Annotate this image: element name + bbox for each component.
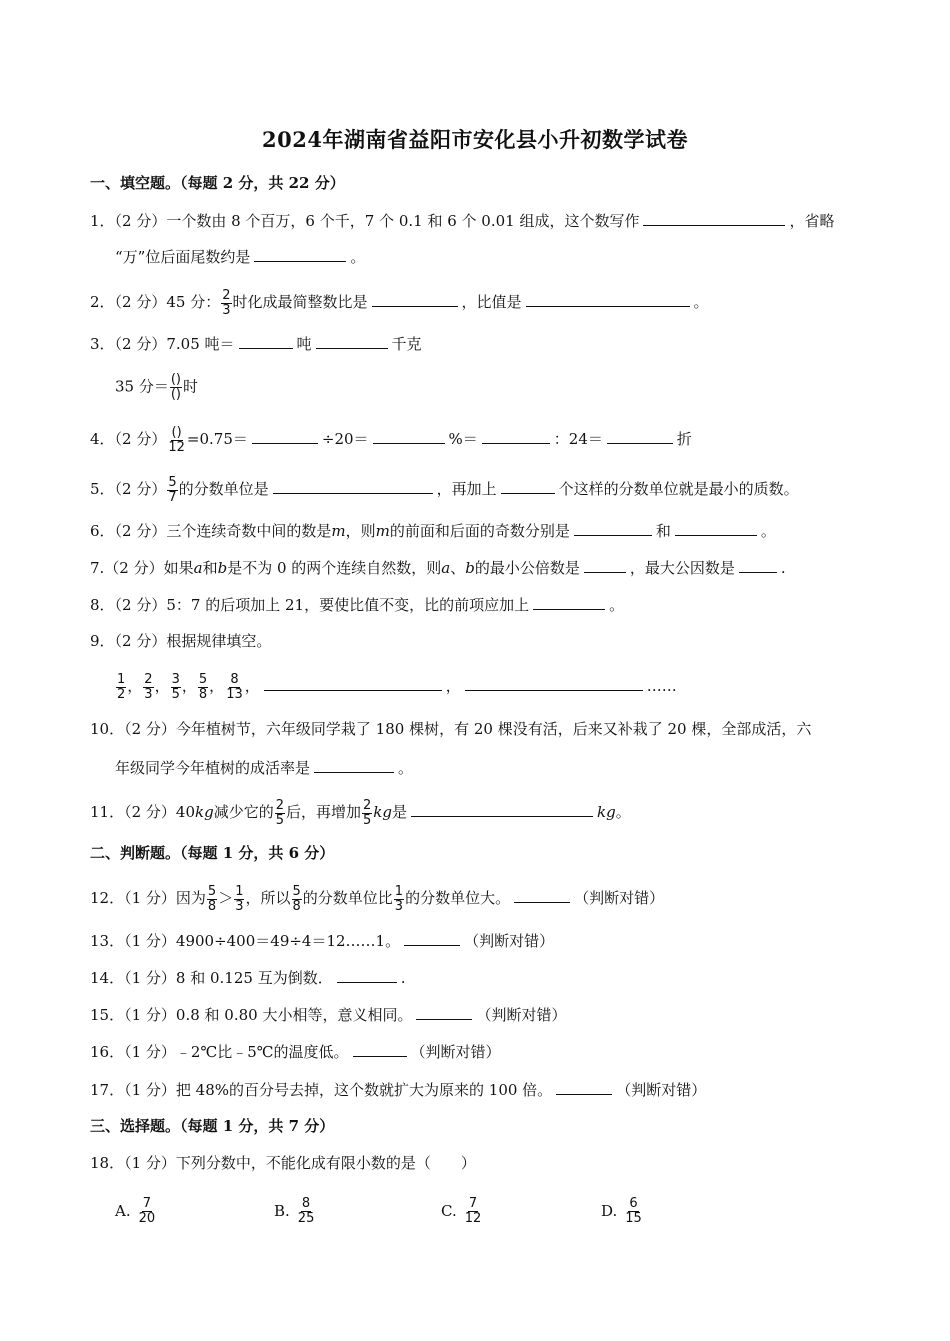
answer-blank[interactable]	[314, 754, 394, 773]
question-7: 7.（2 分）如果a和b是不为 0 的两个连续自然数，则a、b的最小公倍数是 ，最大公因数是 .	[90, 554, 890, 580]
section-heading-judge: 二、判断题。（每题 1 分，共 6 分）	[90, 844, 335, 862]
answer-blank[interactable]	[252, 425, 318, 444]
question-5: 5．（2 分） $\frac{5}{7}$ 的分数单位是 ，再加上 个这样的分数单位就是最小的质数。	[90, 474, 799, 505]
answer-blank[interactable]	[556, 1076, 612, 1095]
fraction: $\frac{5}{8}$	[198, 671, 208, 702]
fraction: $\frac{2}{3}$	[144, 671, 153, 702]
question-16: 16．（1 分）﹣2℃比﹣5℃的温度低。 （判断对错）	[90, 1038, 890, 1064]
question-14: 14．（1 分）8 和 0.125 互为倒数． .	[90, 964, 890, 990]
question-9-sequence: $\frac{1}{2}$ ， $\frac{2}{3}$ ， $\frac{3}{5}$ ， $\frac{5}{8}$ ， $\frac{8}{13}$ ， ， ……	[117, 671, 677, 702]
question-6: 6．（2 分）三个连续奇数中间的数是m，则m的前面和后面的奇数分别是 和 。	[90, 517, 890, 543]
answer-blank[interactable]	[416, 1001, 472, 1020]
answer-blank[interactable]	[273, 475, 433, 494]
fraction: $\frac{()}{()}$	[170, 372, 182, 402]
question-1: 1．（2 分）一个数由 8 个百万，6 个千，7 个 0.1 和 6 个 0.01 组成，这个数写作 ，省略	[90, 207, 890, 233]
answer-blank[interactable]	[514, 884, 570, 903]
fraction: $\frac{1}{3}$	[394, 883, 404, 914]
page-title: 2024年湖南省益阳市安化县小升初数学试卷	[262, 127, 688, 152]
choice-b[interactable]: B. $\frac{8}{25}$	[274, 1195, 315, 1226]
fraction: $\frac{2}{5}$	[363, 797, 372, 828]
question-3: 3．（2 分）7.05 吨＝ 吨 千克	[90, 330, 890, 356]
fraction: $\frac{()}{12}$	[168, 424, 185, 455]
question-3-cont: 35 分＝ $\frac{()}{()}$ 时	[115, 372, 199, 402]
answer-blank[interactable]	[526, 288, 690, 307]
answer-blank[interactable]	[465, 672, 643, 691]
choice-a[interactable]: A. $\frac{7}{20}$	[115, 1195, 156, 1226]
answer-blank[interactable]	[643, 207, 785, 226]
answer-blank[interactable]	[501, 475, 555, 494]
choice-c[interactable]: C. $\frac{7}{12}$	[441, 1195, 482, 1226]
answer-blank[interactable]	[373, 425, 445, 444]
question-8: 8．（2 分）5：7 的后项加上 21，要使比值不变，比的前项应加上 。	[90, 591, 890, 617]
question-2: 2．（2 分）45 分： $\frac{2}{3}$ 时化成最简整数比是 ，比值是 。	[90, 287, 709, 318]
question-15: 15．（1 分）0.8 和 0.80 大小相等，意义相同。 （判断对错）	[90, 1001, 890, 1027]
answer-blank[interactable]	[482, 425, 550, 444]
question-9: 9．（2 分）根据规律填空。	[90, 632, 272, 650]
question-10-cont: 年级同学今年植树的成活率是 。	[115, 754, 890, 780]
answer-blank[interactable]	[739, 554, 777, 573]
fraction: $\frac{1}{3}$	[235, 883, 244, 914]
fraction: $\frac{8}{13}$	[226, 671, 243, 702]
answer-blank[interactable]	[584, 554, 626, 573]
fraction: $\frac{1}{2}$	[117, 671, 126, 702]
fraction: $\frac{5}{7}$	[168, 474, 177, 505]
answer-blank[interactable]	[607, 425, 673, 444]
answer-blank[interactable]	[316, 330, 388, 349]
fraction: $\frac{8}{25}$	[297, 1195, 315, 1226]
question-12: 12．（1 分）因为 $\frac{5}{8}$ ＞ $\frac{1}{3}$ ，所以 $\frac{5}{8}$ 的分数单位比 $\frac{1}{3}$ 的分数单位大。 （判断对错）	[90, 883, 665, 914]
question-10: 10．（2 分）今年植树节，六年级同学栽了 180 棵树，有 20 棵没有活，后来又补栽了 20 棵，全部成活，六	[90, 720, 812, 738]
answer-blank[interactable]	[372, 288, 458, 307]
answer-blank[interactable]	[533, 591, 605, 610]
question-17: 17．（1 分）把 48%的百分号去掉，这个数就扩大为原来的 100 倍。 （判断对错）	[90, 1076, 890, 1102]
answer-blank[interactable]	[411, 798, 593, 817]
answer-blank[interactable]	[337, 964, 397, 983]
fraction: $\frac{5}{8}$	[207, 883, 217, 914]
fraction: $\frac{2}{5}$	[275, 797, 284, 828]
answer-blank[interactable]	[239, 330, 293, 349]
answer-blank[interactable]	[574, 517, 652, 536]
question-1-cont: “万”位后面尾数约是 。	[115, 243, 890, 269]
fraction: $\frac{5}{8}$	[292, 883, 301, 914]
answer-blank[interactable]	[254, 243, 346, 262]
answer-blank[interactable]	[675, 517, 757, 536]
fraction: $\frac{6}{15}$	[625, 1195, 642, 1226]
question-13: 13．（1 分）4900÷400＝49÷4＝12……1。 （判断对错）	[90, 927, 890, 953]
question-11: 11．（2 分）40kg减少它的 $\frac{2}{5}$ 后，再增加 $\frac{2}{5}$ kg是 kg。	[90, 797, 631, 828]
fraction: $\frac{7}{12}$	[464, 1195, 482, 1226]
choice-d[interactable]: D. $\frac{6}{15}$	[601, 1195, 642, 1226]
question-18: 18．（1 分）下列分数中，不能化成有限小数的是（ ）	[90, 1154, 476, 1172]
answer-blank[interactable]	[404, 927, 460, 946]
fraction: $\frac{7}{20}$	[138, 1195, 156, 1226]
section-heading-choice: 三、选择题。（每题 1 分，共 7 分）	[90, 1117, 335, 1135]
answer-blank[interactable]	[264, 672, 442, 691]
question-4: 4．（2 分） $\frac{()}{12}$ =0.75＝ ÷20＝ %＝ ：24＝ 折	[90, 424, 692, 455]
section-heading-fill: 一、填空题。（每题 2 分，共 22 分）	[90, 174, 345, 192]
fraction: $\frac{2}{3}$	[222, 287, 231, 318]
fraction: $\frac{3}{5}$	[171, 671, 180, 702]
answer-blank[interactable]	[353, 1038, 407, 1057]
